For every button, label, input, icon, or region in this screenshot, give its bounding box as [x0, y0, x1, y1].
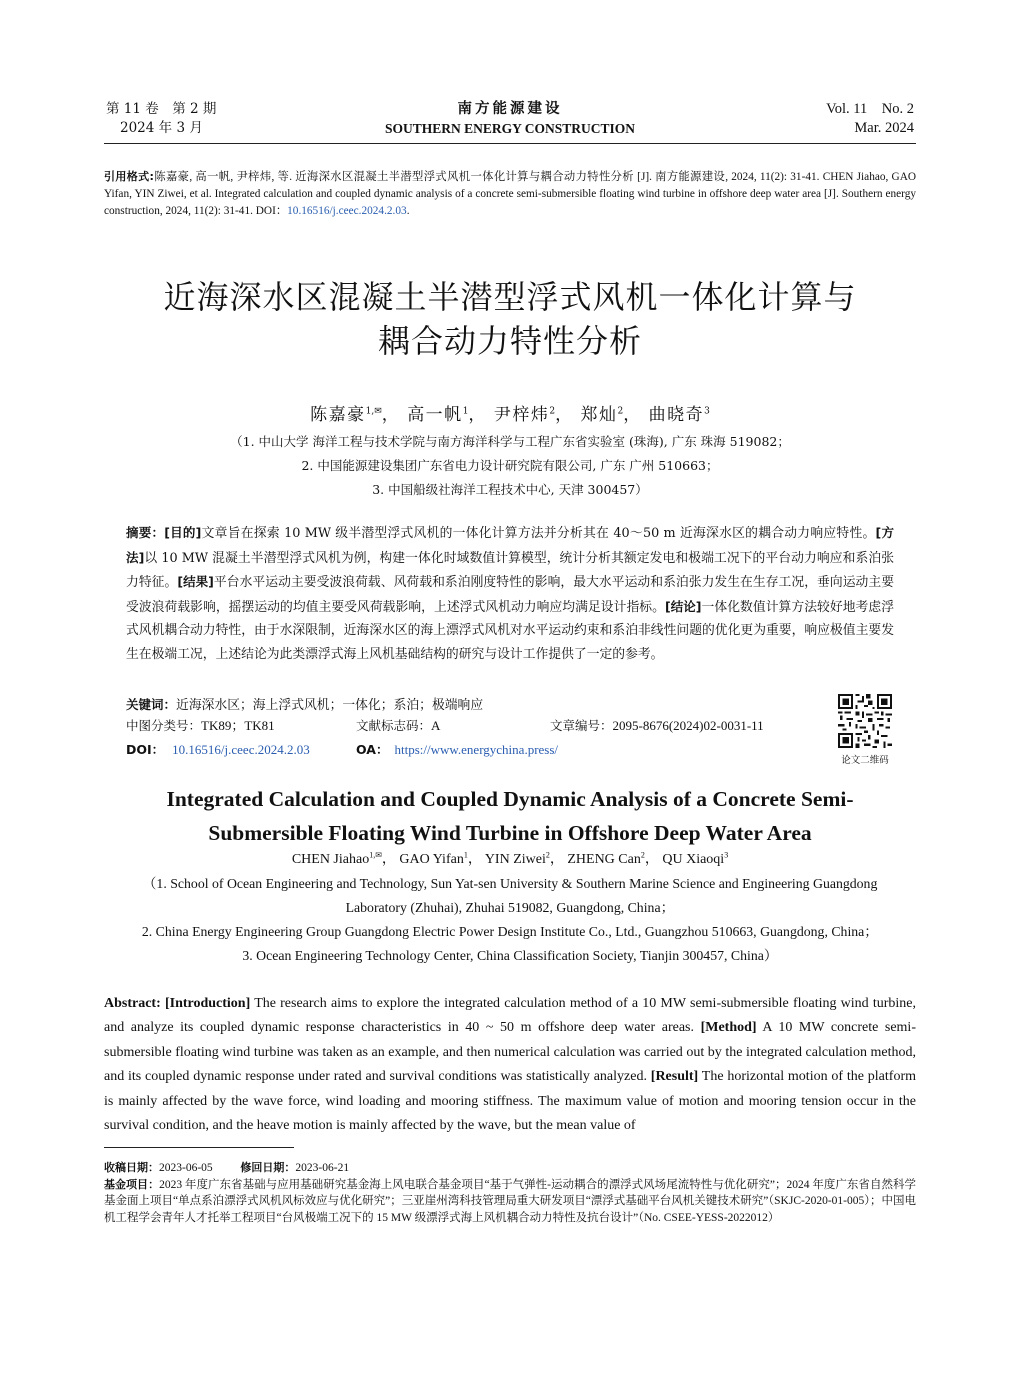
author-name: 陈嘉豪 [310, 405, 366, 425]
author-affil-mark: 2 [640, 850, 645, 860]
author-cn [310, 405, 400, 425]
author-affil-mark: 1 [463, 850, 468, 860]
abstract-en-method-label: [Method] [700, 1020, 757, 1036]
affiliations-cn [0, 430, 1020, 502]
title-en [0, 782, 1020, 850]
clc-number [126, 716, 275, 736]
keywords-cn [126, 695, 483, 716]
doi-link[interactable]: 10.16516/j.ceec.2024.2.03 [172, 742, 310, 757]
author-en [399, 852, 481, 867]
author-name: ZHENG Can [567, 852, 641, 867]
header-divider [104, 143, 916, 144]
keywords-label: 关键词： [126, 697, 177, 712]
clc-label: 中图分类号： [126, 718, 202, 733]
received-date: 2023-06-05 [159, 1162, 213, 1174]
title-cn-line1: 近海深水区混凝土半潜型浮式风机一体化计算与 [163, 278, 857, 316]
author-cn [649, 405, 710, 425]
abstract-cn-method-label: [方法] [126, 525, 894, 565]
title-en-line1: Integrated Calculation and Coupled Dynamic Analysis of a Concrete Semi- [166, 787, 854, 811]
author-affil-mark: 1,✉ [365, 406, 382, 417]
keywords-text: 近海深水区；海上浮式风机；一体化；系泊；极端响应 [176, 698, 484, 713]
footnotes [104, 1160, 916, 1226]
author-cn [580, 405, 641, 425]
abstract-en-result-label: [Result] [650, 1069, 699, 1085]
article-number [550, 716, 764, 736]
affiliation-cn: 2. 中国能源建设集团广东省电力设计研究院有限公司, 广东 广州 510663； [301, 458, 719, 473]
author-sep: ， [381, 852, 396, 867]
author-sep: ， [555, 405, 574, 425]
document-code [356, 716, 440, 736]
footnote-divider [104, 1147, 294, 1148]
title-en-line2: Submersible Floating Wind Turbine in Offshore Deep Water Area [208, 821, 812, 845]
author-affil-mark: 1 [462, 406, 469, 417]
clc-value: TK89；TK81 [201, 718, 275, 733]
author-sep: ， [468, 405, 487, 425]
affiliations-en [104, 872, 916, 968]
author-name: 曲晓奇 [648, 405, 705, 425]
journal-name-en: SOUTHERN ENERGY CONSTRUCTION [384, 121, 636, 136]
revised-date: 2023-06-21 [295, 1162, 350, 1174]
citation-label: 引用格式: [104, 170, 154, 183]
header-vol-info [826, 100, 914, 138]
revised-label: 修回日期： [240, 1161, 296, 1174]
oa-row [356, 740, 558, 760]
author-sep: ， [644, 852, 659, 867]
fund-label: 基金项目： [104, 1177, 160, 1191]
received-label: 收稿日期： [104, 1161, 159, 1174]
artno-label: 文章编号： [550, 718, 613, 733]
qr-code-icon[interactable] [838, 694, 892, 748]
author-cn [494, 405, 574, 425]
affiliation-cn: （1. 中山大学 海洋工程与技术学院与南方海洋科学与工程广东省实验室 (珠海), 广东 珠海 519082； [230, 434, 790, 449]
authors-cn [0, 400, 1020, 425]
author-affil-mark: 2 [545, 850, 550, 860]
author-en [292, 852, 396, 867]
abstract-cn [126, 521, 894, 666]
abstract-en-introduction-label: [Introduction] [164, 996, 251, 1011]
doccode-label: 文献标志码： [356, 718, 432, 733]
abstract-cn-conclusion-label: [结论] [664, 598, 702, 614]
doi-row [126, 740, 310, 760]
title-cn [0, 275, 1020, 363]
abstract-cn-objective: 文章旨在探索 10 MW 级半潜型浮式风机的一体化计算方法并分析其在 40～50 m 近海深水区的耦合动力响应特性。 [201, 526, 876, 541]
abstract-en-result: The horizontal motion of the platform is mainly affected by the wave force, wind loading and mooring stiffness. The maximum value of motion and mooring tension occur in the survival condition, and the heave motion is mainly affected by the wave, but the mean value of [104, 1069, 916, 1134]
author-name: GAO Yifan [399, 852, 464, 867]
oa-label: OA： [356, 742, 389, 757]
citation-end: . [406, 205, 410, 217]
author-cn [407, 405, 487, 425]
oa-link[interactable]: https://www.energychina.press/ [394, 742, 559, 757]
author-affil-mark: 2 [549, 406, 556, 417]
header-vol-no: Vol. 11 No. 2 [826, 101, 914, 117]
journal-name-cn: 南方能源建设 [457, 101, 563, 117]
author-name: 尹梓炜 [493, 405, 550, 425]
abstract-cn-conclusion: 一体化数值计算方法较好地考虑浮式风机耦合动力特性，由于水深限制，近海深水区的海上漂浮式风机对水平运动约束和系泊非线性问题的优化更为重要，响应极值主要发生在极端工况，上述结论为此类漂浮式海上风机基础结构的研究与设计工作提供了一定的参考。 [126, 599, 895, 662]
author-affil-mark: 1,✉ [369, 850, 382, 860]
author-sep: ， [381, 405, 401, 425]
author-en [485, 852, 564, 867]
abstract-en-method: A 10 MW concrete semi-submersible floating wind turbine was taken as an example, and then numerical calculation was carried out by the integrated calculation method, and its coupled dynamic response under rated and survival conditions was statistically analyzed. [104, 1020, 916, 1085]
title-cn-line2: 耦合动力特性分析 [377, 322, 642, 360]
affiliation-en: 2. China Energy Engineering Group Guangdong Electric Power Design Institute Co., Ltd., Guangzhou 510663, Guangdong, China； [141, 924, 879, 939]
abstract-en-label: Abstract: [104, 996, 161, 1011]
doccode-value: A [431, 718, 441, 733]
author-sep: ， [623, 405, 642, 425]
citation-block [104, 168, 916, 220]
affiliation-cn: 3. 中国船级社海洋工程技术中心, 天津 300457） [372, 482, 648, 497]
doi-label: DOI： [126, 742, 165, 757]
citation-text-en: CHEN Jiahao, GAO Yifan, YIN Ziwei, et al. Integrated calculation and coupled dynamic analysis of a concrete semi-submersible floating wind turbine in offshore deep water area [J]. Southern energy construction, 2024, 11(2): 31-41. DOI： [104, 171, 917, 217]
author-sep: ， [467, 852, 482, 867]
fund-text: 2023 年度广东省基础与应用基础研究基金海上风电联合基金项目“基于气弹性-运动耦合的漂浮式风场尾流特性与优化研究”；2024 年度广东省自然科学基金面上项目“单点系泊漂浮式风机风标效应与优化研究”；三亚崖州湾科技管理局重大研发项目“漂浮式基础平台风机关键技术研究”（SKJC-2020-01-005）；中国电机工程学会青年人才托举工程项目“台风极端工况下的 15 MW 级漂浮式海上风机耦合动力特性及抗台设计”（No. CSEE-YESS-2022012） [104, 1178, 917, 1224]
qr-code-label: 论文二维码 [841, 755, 889, 766]
abstract-cn-label: 摘要： [126, 525, 165, 540]
citation-text-cn: 陈嘉豪, 高一帆, 尹梓炜, 等. 近海深水区混凝土半潜型浮式风机一体化计算与耦合动力特性分析 [J]. 南方能源建设, 2024, 11(2): 31-41. [153, 171, 820, 183]
abstract-cn-objective-label: [目的] [164, 525, 202, 540]
footnote-funding [104, 1177, 916, 1227]
affiliation-en: Laboratory (Zhuhai), Zhuhai 519082, Guangdong, China； [345, 900, 675, 915]
author-name: 高一帆 [407, 405, 463, 425]
author-name: 郑灿 [580, 405, 618, 425]
affiliation-en: 3. Ocean Engineering Technology Center, China Classification Society, Tianjin 300457, China） [242, 948, 778, 963]
author-en [662, 852, 728, 867]
abstract-cn-method: 以 10 MW 混凝土半潜型浮式风机为例，构建一体化时域数值计算模型，统计分析其额定发电和极端工况下的平台动力响应和系泊张力特征。 [126, 550, 895, 590]
author-name: CHEN Jiahao [291, 852, 370, 867]
header-volume-issue: 第 11 卷 第 2 期 [106, 101, 217, 117]
author-en [567, 852, 659, 867]
author-sep: ， [549, 852, 564, 867]
header-date-cn: 2024 年 3 月 [120, 120, 203, 136]
author-affil-mark: 3 [704, 406, 710, 417]
author-name: QU Xiaoqi [662, 852, 725, 867]
abstract-cn-result-label: [结果] [177, 574, 214, 589]
authors-en [0, 848, 1020, 868]
abstract-cn-result: 平台水平运动主要受波浪荷载、风荷载和系泊刚度特性的影响，最大水平运动和系泊张力发生在生存工况，垂向运动主要受波浪荷载影响，摇摆运动的均值主要受风荷载影响，上述浮式风机动力响应均满足设计指标。 [126, 575, 895, 615]
artno-value: 2095-8676(2024)02-0031-11 [612, 718, 764, 733]
author-name: YIN Ziwei [484, 852, 546, 867]
author-affil-mark: 2 [617, 406, 624, 417]
header-date-en: Mar. 2024 [854, 120, 914, 136]
citation-doi-link[interactable]: 10.16516/j.ceec.2024.2.03 [287, 205, 407, 217]
abstract-en-introduction: The research aims to explore the integrated calculation method of a 10 MW semi-submersible floating wind turbine, and analyze its coupled dynamic response characteristics in 40 ~ 50 m offshore deep water areas. [104, 996, 916, 1036]
author-affil-mark: 3 [724, 850, 729, 860]
abstract-en [104, 992, 916, 1138]
footnote-dates [104, 1160, 916, 1177]
affiliation-en: （1. School of Ocean Engineering and Technology, Sun Yat-sen University & Southern Marine Science and Engineering Guangdong [142, 876, 878, 891]
